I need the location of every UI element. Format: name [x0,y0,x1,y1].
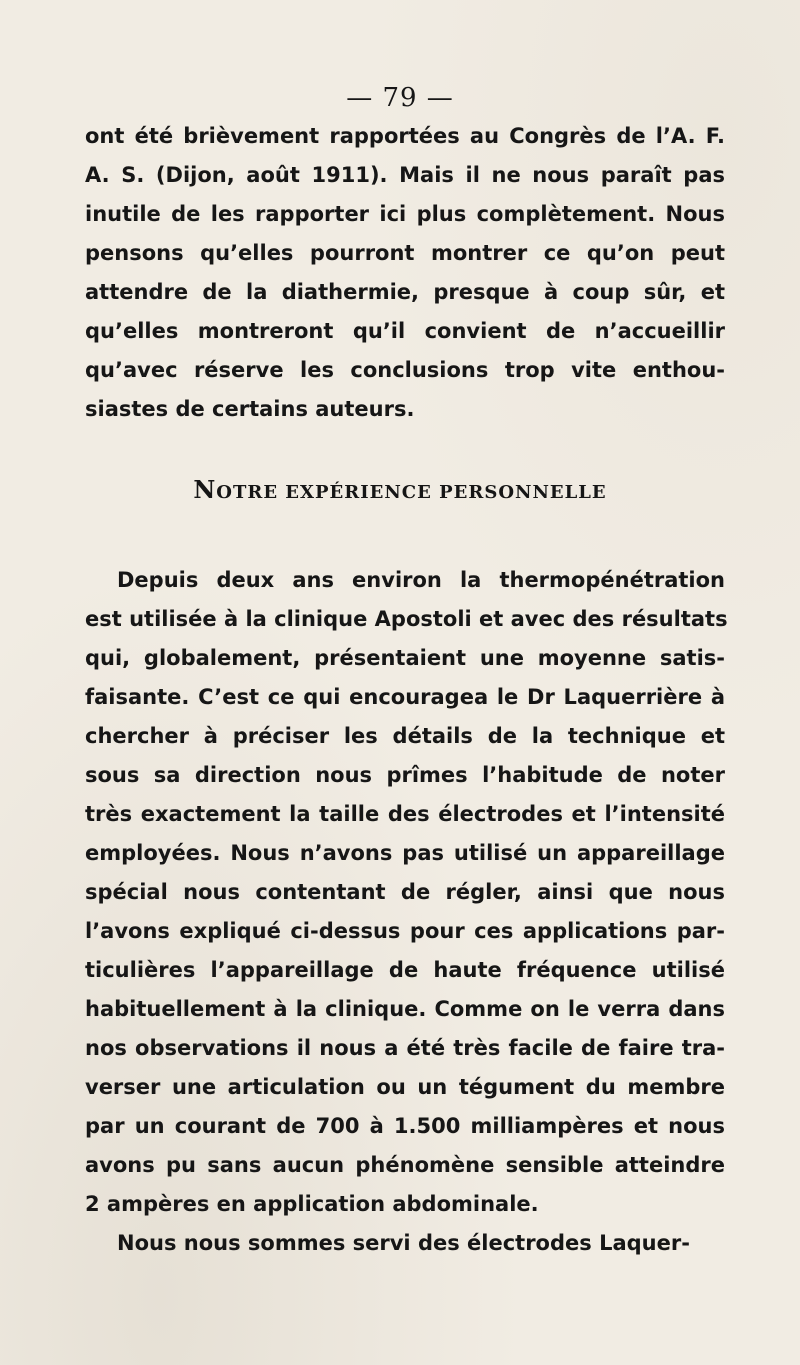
text-line: Nous nous sommes servi des électrodes Laquer- [117,1231,690,1255]
text-line: qu’elles montreront qu’il convient de n’accueillir [85,319,725,343]
text-line: qui, globalement, présentaient une moyenne satis- [85,646,725,670]
text-line: qu’avec réserve les conclusions trop vite enthou- [85,358,725,382]
text-line: ticulières l’appareillage de haute fréquence utilisé [85,958,725,982]
text-line: chercher à préciser les détails de la technique et [85,724,725,748]
paragraph-experience [85,561,728,1263]
text-line: habituellement à la clinique. Comme on le verra dans [85,997,725,1021]
section-heading-rest: OTRE EXPÉRIENCE PERSONNELLE [216,482,607,503]
text-line: A. S. (Dijon, août 1911). Mais il ne nous paraît pas [85,163,725,187]
text-line: 2 ampères en application abdominale. [85,1192,539,1216]
text-line: siastes de certains auteurs. [85,397,415,421]
section-heading [0,475,800,504]
text-line: nos observations il nous a été très facile de faire tra- [85,1036,725,1060]
text-line: Depuis deux ans environ la thermopénétration [117,568,725,592]
text-line: faisante. C’est ce qui encouragea le Dr Laquerrière à [85,685,725,709]
text-line: par un courant de 700 à 1.500 milliampères et nous [85,1114,725,1138]
text-line: ont été brièvement rapportées au Congrès de l’A. F. [85,124,725,148]
text-line: l’avons expliqué ci-dessus pour ces applications par- [85,919,725,943]
text-line: attendre de la diathermie, presque à coup sûr, et [85,280,725,304]
text-line: verser une articulation ou un tégument du membre [85,1075,725,1099]
section-heading-initial: N [193,475,217,504]
text-line: est utilisée à la clinique Apostoli et avec des résultats [85,607,728,631]
text-line: avons pu sans aucun phénomène sensible atteindre [85,1153,725,1177]
text-line: spécial nous contentant de régler, ainsi que nous [85,880,725,904]
paragraph-intro [85,117,725,429]
text-line: pensons qu’elles pourront montrer ce qu’on peut [85,241,725,265]
text-line: inutile de les rapporter ici plus complètement. Nous [85,202,725,226]
page-number: — 79 — [346,83,454,113]
text-line: sous sa direction nous prîmes l’habitude de noter [85,763,725,787]
text-line: très exactement la taille des électrodes et l’intensité [85,802,725,826]
text-line: employées. Nous n’avons pas utilisé un appareillage [85,841,725,865]
